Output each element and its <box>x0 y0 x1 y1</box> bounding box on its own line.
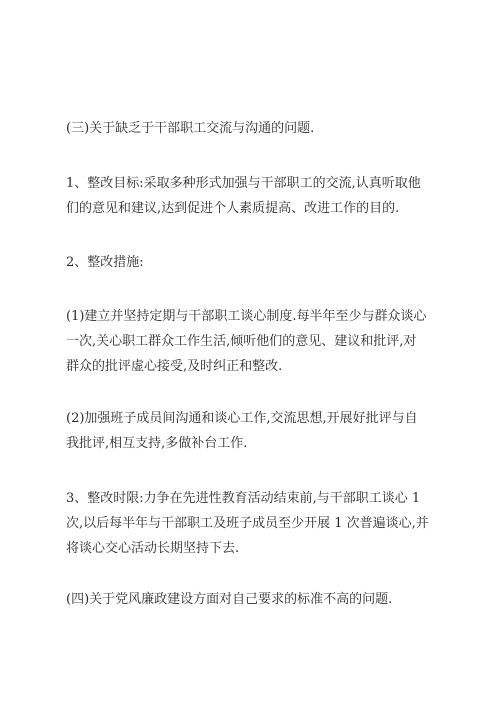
measure-item-2 <box>66 406 446 456</box>
text-line: 一次,关心职工群众工作生活,倾听他们的意见、建议和批评,对 <box>66 334 417 349</box>
text-line: (三)关于缺乏于干部职工交流与沟通的问题. <box>66 121 315 136</box>
deadline-paragraph <box>66 486 446 561</box>
section-4-heading <box>66 587 446 612</box>
text-line: 次,以后每半年与干部职工及班子成员至少开展 1 次普遍谈心,并 <box>66 516 429 531</box>
text-line: 将谈心交心活动长期坚持下去. <box>66 541 240 556</box>
text-line: 2、整改措施: <box>66 255 144 270</box>
text-line: 群众的批评虚心接受,及时纠正和整改. <box>66 359 283 374</box>
text-line: 们的意见和建议,达到促进个人素质提高、改进工作的目的. <box>66 201 400 216</box>
text-line: (四)关于党风廉政建设方面对自己要求的标准不高的问题. <box>66 592 393 607</box>
text-line: (1)建立并坚持定期与干部职工谈心制度.每半年至少与群众谈心 <box>66 309 427 324</box>
measures-heading <box>66 250 446 275</box>
goal-paragraph <box>66 171 446 221</box>
section-3-heading <box>66 116 446 141</box>
measure-item-1 <box>66 304 446 379</box>
text-line: 1、整改目标:采取多种形式加强与干部职工的交流,认真听取他 <box>66 176 421 191</box>
text-line: 3、整改时限:力争在先进性教育活动结束前,与干部职工谈心 1 <box>66 491 421 506</box>
text-line: 我批评,相互支持,多做补台工作. <box>66 436 248 451</box>
text-line: (2)加强班子成员间沟通和谈心工作,交流思想,开展好批评与自 <box>66 411 418 426</box>
